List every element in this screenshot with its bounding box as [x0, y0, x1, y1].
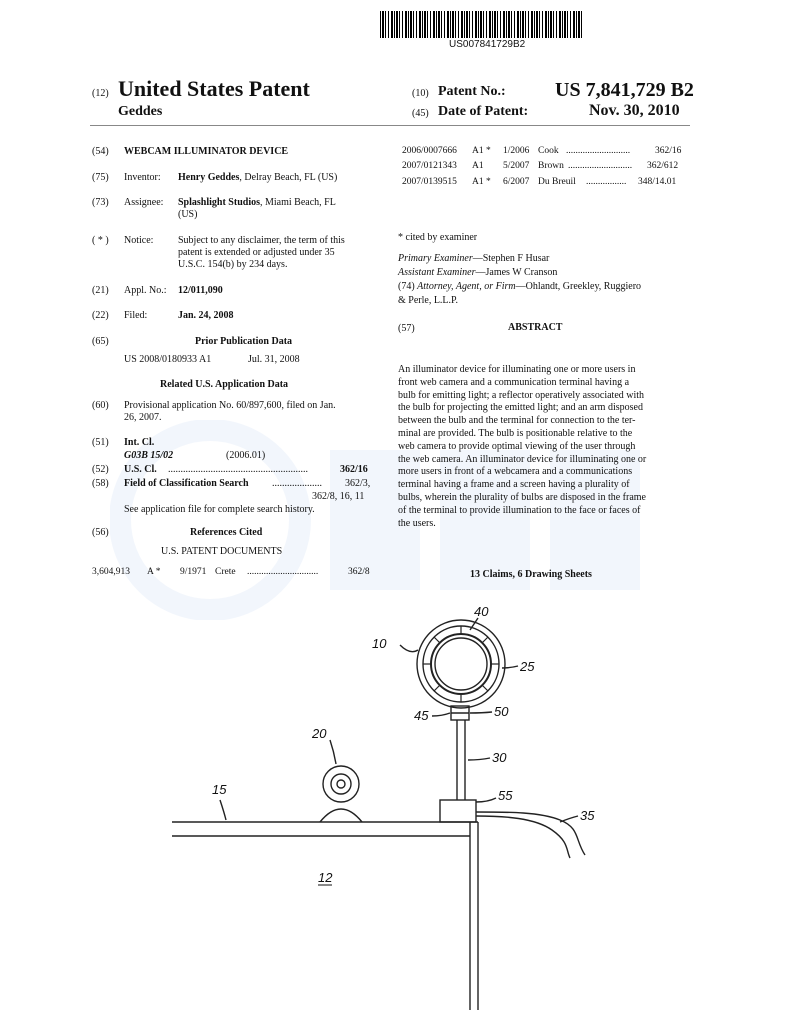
notice-label: Notice:	[124, 235, 154, 246]
abstract-line: the bulb for projecting the emitted light; and an arm disposed	[398, 402, 643, 414]
base-clamp	[440, 800, 476, 822]
filed-label: Filed:	[124, 310, 148, 321]
references-title: References Cited	[190, 527, 263, 538]
abstract-line: bulb for emitting light; a reflector operatively associated with	[398, 389, 645, 401]
label-30: 30	[492, 750, 507, 765]
notice-line-2: patent is extended or adjusted under 35	[178, 247, 335, 258]
intcl-code: G03B 15/02	[124, 450, 174, 461]
prior-pub-number: US 2008/0180933 A1	[124, 354, 212, 365]
abstract-line: front web camera and a communication terminal having a	[398, 376, 630, 388]
date-label: Date of Patent:	[438, 104, 529, 119]
field-search-value-2: 362/8, 16, 11	[312, 491, 365, 502]
claims-summary: 13 Claims, 6 Drawing Sheets	[470, 569, 592, 580]
filed-date: Jan. 24, 2008	[178, 310, 234, 321]
patent-number: US 7,841,729 B2	[555, 79, 694, 101]
appl-number: 12/011,090	[178, 285, 223, 296]
label-12: 12	[318, 870, 333, 885]
code-notice: ( * )	[92, 235, 109, 246]
label-25: 25	[520, 659, 535, 674]
label-20: 20	[312, 726, 327, 741]
abstract-line: minal are provided. The bulb is positionable relative to the	[398, 427, 633, 439]
patent-type-title: United States Patent	[118, 76, 310, 101]
abstract-line: bulbs, wherein the plurality of bulbs are disposed in the frame	[398, 491, 646, 503]
abstract-line: the web camera. An illuminator device for illuminating one or	[398, 453, 647, 465]
code-65: (65)	[92, 336, 109, 347]
abstract-title: ABSTRACT	[508, 322, 563, 333]
label-50: 50	[494, 704, 509, 719]
reference-row: 2007/0139515 A1 * 6/2007 Du Breuil ................. 348/14.01	[402, 177, 677, 187]
abstract-line: terminal having a frame and a screen having a plurality of	[398, 479, 630, 491]
code-45: (45)	[412, 108, 429, 119]
uscl-dots: ........................................................	[168, 464, 308, 475]
patent-date: Nov. 30, 2010	[589, 102, 680, 119]
reference-row: 3,604,913 A * 9/1971 Crete .............................. 362/8	[92, 567, 370, 577]
barcode-number: US007841729B2	[449, 39, 526, 50]
assistant-examiner: Assistant Examiner—James W Cranson	[398, 267, 558, 278]
field-search-label: Field of Classification Search	[124, 478, 249, 489]
notice-line-1: Subject to any disclaimer, the term of this	[178, 235, 345, 246]
label-40: 40	[474, 604, 489, 619]
code-58: (58)	[92, 478, 109, 489]
webcam-base	[320, 809, 362, 822]
field-search-dots: ....................	[272, 478, 322, 489]
appl-label: Appl. No.:	[124, 285, 167, 296]
code-51: (51)	[92, 437, 109, 448]
label-10: 10	[372, 636, 387, 651]
code-75: (75)	[92, 172, 109, 183]
assignee-country: (US)	[178, 209, 198, 220]
abstract-line: An illuminator device for illuminating one or more users in	[398, 364, 636, 375]
code-12: (12)	[92, 88, 109, 99]
search-history-note: See application file for complete search history.	[124, 504, 315, 515]
invention-title: WEBCAM ILLUMINATOR DEVICE	[124, 146, 289, 157]
attorney-line-1: (74) Attorney, Agent, or Firm—Ohlandt, Greekley, Ruggiero	[398, 281, 642, 292]
inventor-label: Inventor:	[124, 172, 161, 183]
us-patent-documents-title: U.S. PATENT DOCUMENTS	[161, 546, 283, 557]
field-search-value-1: 362/3,	[345, 478, 371, 489]
intcl-label: Int. Cl.	[124, 437, 155, 448]
attorney-line-2: & Perle, L.L.P.	[398, 295, 458, 306]
label-55: 55	[498, 788, 513, 803]
reference-row: 2007/0121343 A1 5/2007 Brown ........................... 362/612	[402, 161, 679, 171]
label-45: 45	[414, 708, 429, 723]
webcam-body	[323, 766, 359, 802]
inventor-field: Henry Geddes, Delray Beach, FL (US)	[178, 172, 338, 183]
provisional-line-2: 26, 2007.	[124, 412, 162, 423]
provisional-line-1: Provisional application No. 60/897,600, filed on Jan.	[124, 400, 336, 411]
notice-line-3: U.S.C. 154(b) by 234 days.	[178, 259, 288, 270]
code-21: (21)	[92, 285, 109, 296]
code-60: (60)	[92, 400, 109, 411]
related-data-title: Related U.S. Application Data	[160, 379, 289, 390]
abstract-line: the users.	[398, 517, 436, 529]
cited-by-examiner: * cited by examiner	[398, 232, 478, 243]
prior-pub-title: Prior Publication Data	[195, 336, 293, 347]
code-73: (73)	[92, 197, 109, 208]
abstract-line: of the terminal to provide illumination to the face or faces of	[398, 504, 641, 516]
abstract-line: web camera to provide optimal viewing of the user through	[398, 440, 636, 452]
reference-row: 2006/0007666 A1 * 1/2006 Cook ........................... 362/16	[402, 146, 682, 156]
primary-examiner: Primary Examiner—Stephen F Husar	[398, 253, 550, 264]
code-22: (22)	[92, 310, 109, 321]
code-56: (56)	[92, 527, 109, 538]
assignee-label: Assignee:	[124, 197, 164, 208]
uscl-label: U.S. Cl.	[124, 464, 157, 475]
label-35: 35	[580, 808, 595, 823]
abstract-line: between the bulb and the terminal for connection to the ter-	[398, 415, 636, 427]
uscl-value: 362/16	[340, 464, 368, 475]
assignee-field: Splashlight Studios, Miami Beach, FL	[178, 197, 336, 208]
label-15: 15	[212, 782, 227, 797]
code-54: (54)	[92, 146, 109, 157]
inventor-surname: Geddes	[118, 104, 163, 119]
abstract-line: more users in front of a webcamera and a communications	[398, 466, 633, 478]
code-52: (52)	[92, 464, 109, 475]
code-57: (57)	[398, 323, 415, 334]
patent-no-label: Patent No.:	[438, 84, 506, 99]
code-10: (10)	[412, 88, 429, 99]
prior-pub-date: Jul. 31, 2008	[248, 354, 300, 365]
intcl-year: (2006.01)	[226, 450, 266, 461]
